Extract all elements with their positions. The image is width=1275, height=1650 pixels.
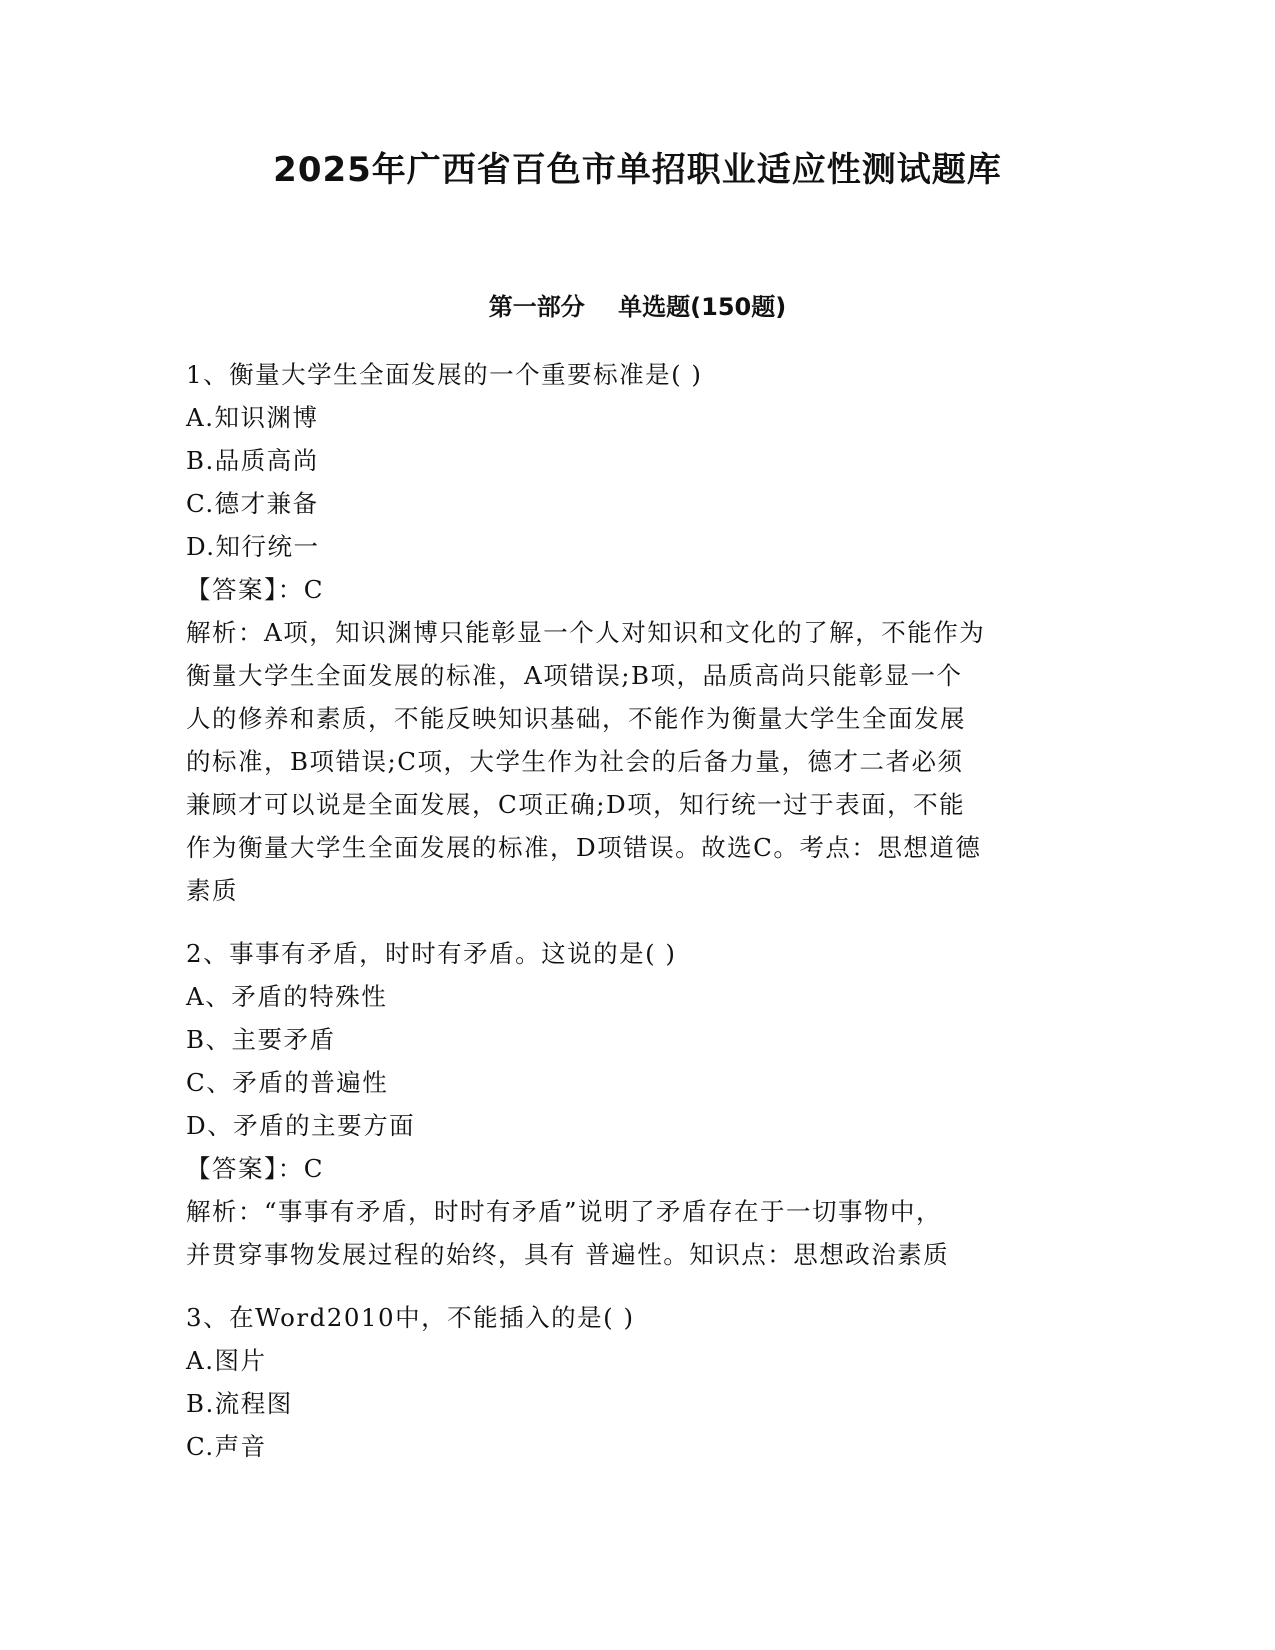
option-b: B、主要矛盾: [186, 1025, 336, 1054]
analysis-line: 作为衡量大学生全面发展的标准，D项错误。故选C。考点：思想道德: [186, 833, 982, 862]
section-title: 第一部分 单选题(150题): [488, 293, 787, 321]
analysis-line: 解析：A项，知识渊博只能彰显一个人对知识和文化的了解，不能作为: [186, 618, 986, 647]
document-title: 2025年广西省百色市单招职业适应性测试题库: [273, 150, 1002, 190]
option-d: D、矛盾的主要方面: [186, 1111, 416, 1140]
analysis-line: 素质: [186, 876, 238, 905]
option-b: B.品质高尚: [186, 446, 319, 475]
question-stem: 3、在Word2010中，不能插入的是( ): [186, 1303, 635, 1332]
question-stem: 1、衡量大学生全面发展的一个重要标准是( ): [186, 360, 703, 389]
analysis-line: 的标准，B项错误;C项，大学生作为社会的后备力量，德才二者必须: [186, 747, 964, 776]
question-2: [186, 932, 1086, 1276]
question-stem: 2、事事有矛盾，时时有矛盾。这说的是( ): [186, 939, 677, 968]
option-c: C、矛盾的普遍性: [186, 1068, 389, 1097]
option-b: B.流程图: [186, 1389, 293, 1418]
analysis-line: 人的修养和素质，不能反映知识基础，不能作为衡量大学生全面发展: [186, 704, 966, 733]
answer-line: 【答案】：C: [186, 1154, 324, 1183]
option-c: C.德才兼备: [186, 489, 319, 518]
question-3: [186, 1296, 1086, 1468]
analysis-line: 衡量大学生全面发展的标准，A项错误;B项，品质高尚只能彰显一个: [186, 661, 963, 690]
option-d: D.知行统一: [186, 532, 320, 561]
analysis-line: 并贯穿事物发展过程的始终，具有 普遍性。知识点：思想政治素质: [186, 1240, 950, 1269]
analysis-line: 解析：“事事有矛盾，时时有矛盾”说明了矛盾存在于一切事物中，: [186, 1197, 943, 1226]
analysis: [186, 611, 1086, 912]
analysis: [186, 1190, 1086, 1276]
question-list: [186, 353, 1086, 1488]
answer-line: 【答案】：C: [186, 575, 324, 604]
option-a: A、矛盾的特殊性: [186, 982, 388, 1011]
option-a: A.图片: [186, 1346, 267, 1375]
analysis-line: 兼顾才可以说是全面发展，C项正确;D项，知行统一过于表面，不能: [186, 790, 966, 819]
option-a: A.知识渊博: [186, 403, 319, 432]
option-c: C.声音: [186, 1432, 267, 1461]
question-1: [186, 353, 1086, 912]
